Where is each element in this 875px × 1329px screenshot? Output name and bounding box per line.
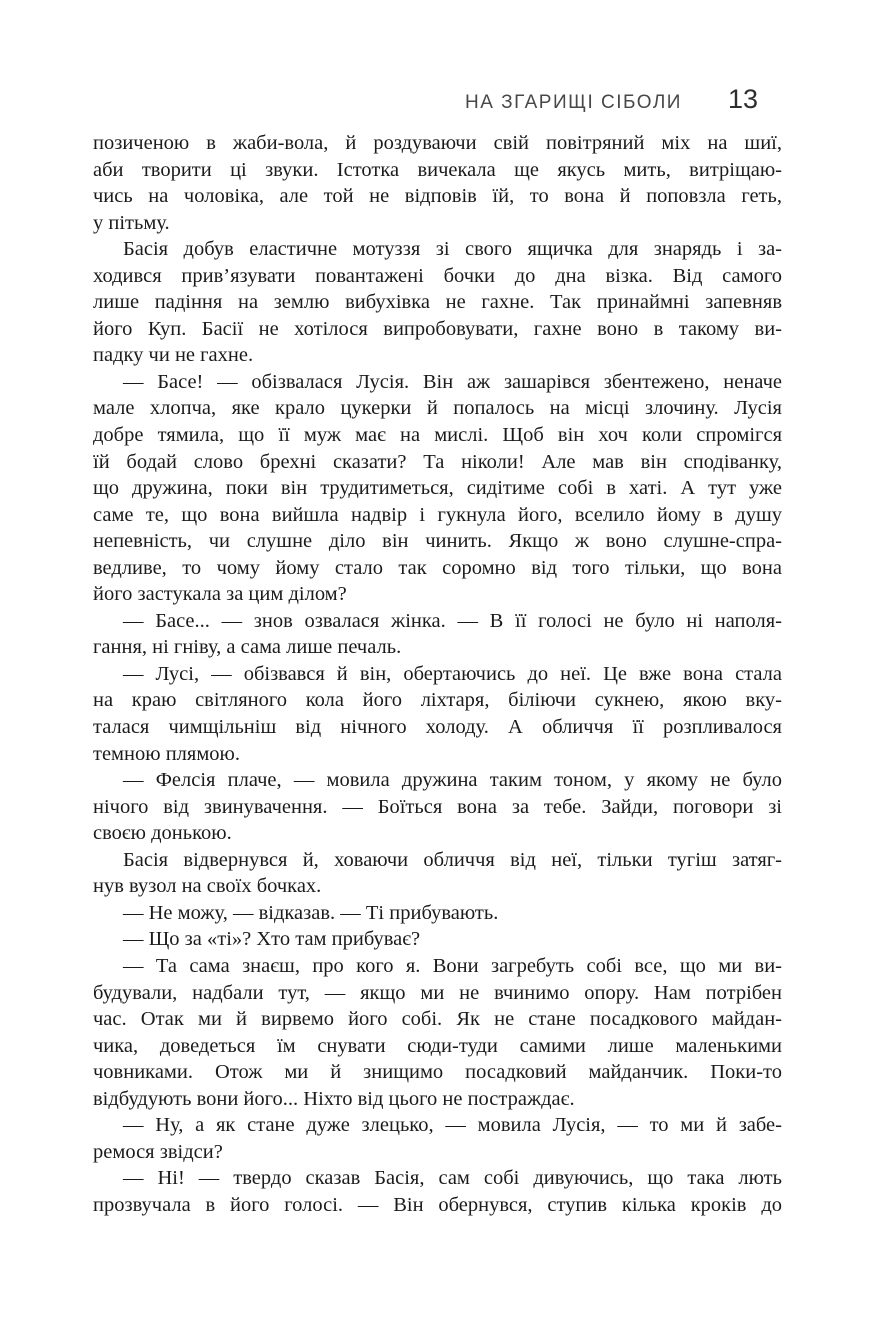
text-line: чика, доведеться їм снувати сюди-туди самими лише маленькими: [93, 1034, 782, 1057]
text-line: гання, ні гніву, а сама лише печаль.: [93, 636, 402, 659]
text-line: ходився прив’язувати повантажені бочки до дна візка. Від самого: [93, 264, 782, 287]
text-line: — Лусі, — обізвався й він, обертаючись до неї. Це вже вона стала: [123, 662, 782, 685]
text-line: мале хлопча, яке крало цукерки й попалось на місці злочину. Лусія: [93, 397, 782, 420]
text-block: [93, 130, 782, 1218]
text-line: прозвучала в його голосі. — Він обернувся, ступив кілька кроків до: [93, 1193, 782, 1216]
page-number: 13: [727, 84, 758, 114]
paragraph: [93, 608, 782, 661]
text-line: — Що за «ті»? Хто там прибуває?: [123, 928, 421, 951]
text-line: своєю донькою.: [93, 822, 232, 845]
page-header: [93, 84, 782, 115]
paragraph: [93, 926, 782, 953]
paragraph: [93, 767, 782, 847]
paragraph: [93, 236, 782, 369]
text-line: падку чи не гахне.: [93, 344, 254, 367]
text-line: — Фелсія плаче, — мовила дружина таким тоном, у якому не було: [123, 769, 782, 792]
text-line: позиченою в жаби-вола, й роздуваючи свій повітряний міх на шиї,: [93, 132, 782, 154]
text-line: непевність, чи слушне діло він чинить. Якщо ж воно слушне-спра-: [93, 530, 782, 553]
text-line: саме те, що вона вийшла надвір і гукнула його, вселило йому в душу: [93, 503, 782, 526]
text-line: лише падіння на землю вибухівка не гахне. Так принаймні запевняв: [93, 291, 782, 314]
text-line: будували, надбали тут, — якщо ми не вчинимо опору. Нам потрібен: [93, 981, 782, 1004]
text-line: темною плямою.: [93, 742, 240, 765]
text-line: — Басе... — знов озвалася жінка. — В її голосі не було ні наполя-: [123, 609, 782, 632]
text-line: — Басе! — обізвалася Лусія. Він аж зашарівся збентежено, неначе: [123, 370, 782, 393]
text-line: що дружина, поки він трудитиметься, сидітиме собі в хаті. А тут уже: [93, 477, 782, 500]
text-line: аби творити ці звуки. Істотка вичекала ще якусь мить, витріщаю-: [93, 158, 782, 181]
text-line: ведливе, то чому йому стало так соромно від того тільки, що вона: [93, 556, 782, 579]
text-line: — Не можу, — відказав. — Ті прибувають.: [123, 901, 499, 924]
text-line: у пітьму.: [93, 211, 170, 234]
text-line: Басія відвернувся й, ховаючи обличчя від неї, тільки тугіш затяг-: [123, 848, 782, 871]
paragraph: [93, 661, 782, 767]
paragraph: [93, 900, 782, 927]
text-line: ремося звідси?: [93, 1140, 223, 1163]
text-line: човниками. Отож ми й знищимо посадковий майданчик. Поки-то: [93, 1061, 782, 1084]
text-line: нічого від звинувачення. — Боїться вона за тебе. Зайди, поговори зі: [93, 795, 782, 818]
text-line: відбудують вони його... Ніхто від цього не постраждає.: [93, 1087, 575, 1110]
text-line: Басія добув еластичне мотуззя зі свого ящичка для знарядь і за-: [123, 238, 782, 261]
running-title: НА ЗГАРИЩІ СІБОЛИ: [464, 92, 682, 113]
text-line: його застукала за цим ділом?: [93, 583, 347, 606]
text-line: талася чимщільніш від нічного холоду. А обличчя її розпливалося: [93, 716, 782, 739]
text-line: — Ні! — твердо сказав Басія, сам собі дивуючись, що така лють: [123, 1167, 782, 1190]
text-line: його Куп. Басії не хотілося випробовувати, гахне воно в такому ви-: [93, 317, 782, 340]
text-line: — Ну, а як стане дуже злецько, — мовила Лусія, — то ми й забе-: [123, 1114, 782, 1137]
text-line: — Та сама знаєш, про кого я. Вони загребуть собі все, що ми ви-: [123, 954, 782, 977]
text-line: їй бодай слово брехні сказати? Та ніколи! Але мав він сподіванку,: [93, 450, 782, 473]
paragraph: [93, 953, 782, 1112]
text-line: чись на чоловіка, але той не відповів їй, то вона й поповзла геть,: [93, 185, 782, 208]
text-line: час. Отак ми й вирвемо його собі. Як не стане посадкового майдан-: [93, 1008, 782, 1031]
paragraph: [93, 1165, 782, 1218]
text-line: нув вузол на своїх бочках.: [93, 875, 322, 898]
paragraph: [93, 847, 782, 900]
paragraph: [93, 130, 782, 236]
text-line: на краю світляного кола його ліхтаря, біліючи сукнею, якою вку-: [93, 689, 782, 712]
paragraph: [93, 1112, 782, 1165]
text-line: добре тямила, що її муж має на мислі. Щоб він хоч коли спромігся: [93, 424, 782, 447]
paragraph: [93, 369, 782, 608]
